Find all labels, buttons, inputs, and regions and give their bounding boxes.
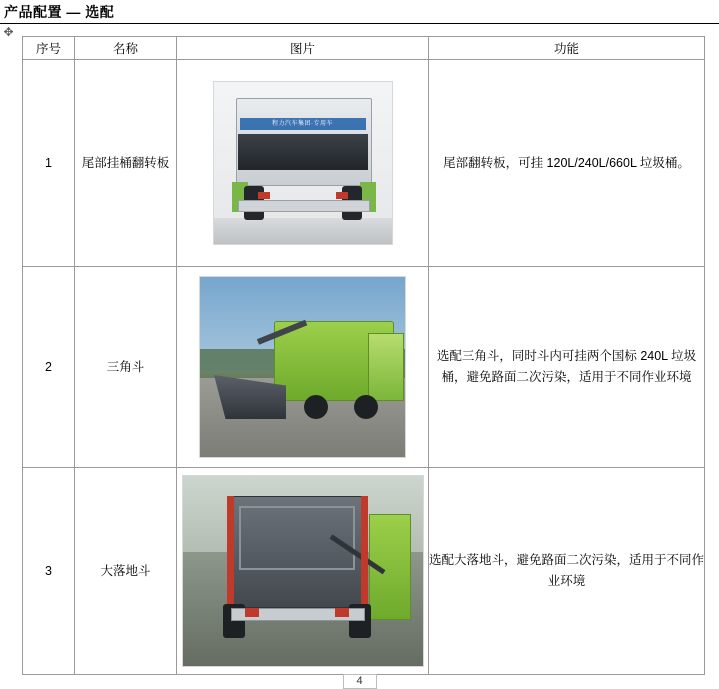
row-function: 选配大落地斗，避免路面二次污染，适用于不同作业环境 xyxy=(429,468,705,675)
title-divider xyxy=(0,23,719,24)
row-number: 3 xyxy=(23,468,75,675)
page-footer xyxy=(0,674,719,689)
photo-tire-rear xyxy=(354,395,378,419)
row-picture xyxy=(177,60,429,267)
table-row xyxy=(23,468,705,675)
photo-brand-text: 程力汽车集团·专用车 xyxy=(272,121,333,127)
photo-tire-front xyxy=(304,395,328,419)
row-picture xyxy=(177,468,429,675)
header-cell-name: 名称 xyxy=(75,37,177,60)
photo-taillight-left xyxy=(245,608,259,617)
move-handle-icon[interactable]: ✥ xyxy=(3,25,14,39)
row-name: 三角斗 xyxy=(75,267,177,468)
header-cell-function: 功能 xyxy=(429,37,705,60)
photo-red-stripe-right xyxy=(361,496,368,614)
photo-flip-plate xyxy=(238,134,368,170)
page-number: 4 xyxy=(343,674,377,689)
table-row xyxy=(23,267,705,468)
row-name: 大落地斗 xyxy=(75,468,177,675)
triangle-hopper-photo xyxy=(199,276,406,458)
table-row xyxy=(23,60,705,267)
header-cell-picture: 图片 xyxy=(177,37,429,60)
photo-truck-cab xyxy=(368,333,404,401)
photo-ground xyxy=(214,218,392,244)
row-picture xyxy=(177,267,429,468)
page-title: 产品配置 — 选配 xyxy=(4,4,115,20)
photo-taillight-right xyxy=(335,608,349,617)
photo-bumper xyxy=(238,200,370,212)
photo-taillight-right xyxy=(336,192,348,199)
photo-taillight-left xyxy=(258,192,270,199)
row-number: 1 xyxy=(23,60,75,267)
photo-red-stripe-left xyxy=(227,496,234,614)
truck-rear-flip-plate-photo xyxy=(213,81,393,245)
header-cell-no: 序号 xyxy=(23,37,75,60)
table-header-row xyxy=(23,37,705,60)
row-function: 尾部翻转板，可挂 120L/240L/660L 垃圾桶。 xyxy=(429,60,705,267)
product-config-table xyxy=(22,36,705,675)
row-number: 2 xyxy=(23,267,75,468)
row-name: 尾部挂桶翻转板 xyxy=(75,60,177,267)
large-ground-hopper-photo xyxy=(182,475,424,667)
product-config-table-wrap xyxy=(22,36,704,675)
row-function: 选配三角斗，同时斗内可挂两个国标 240L 垃圾桶，避免路面二次污染，适用于不同作业环境 xyxy=(429,267,705,468)
